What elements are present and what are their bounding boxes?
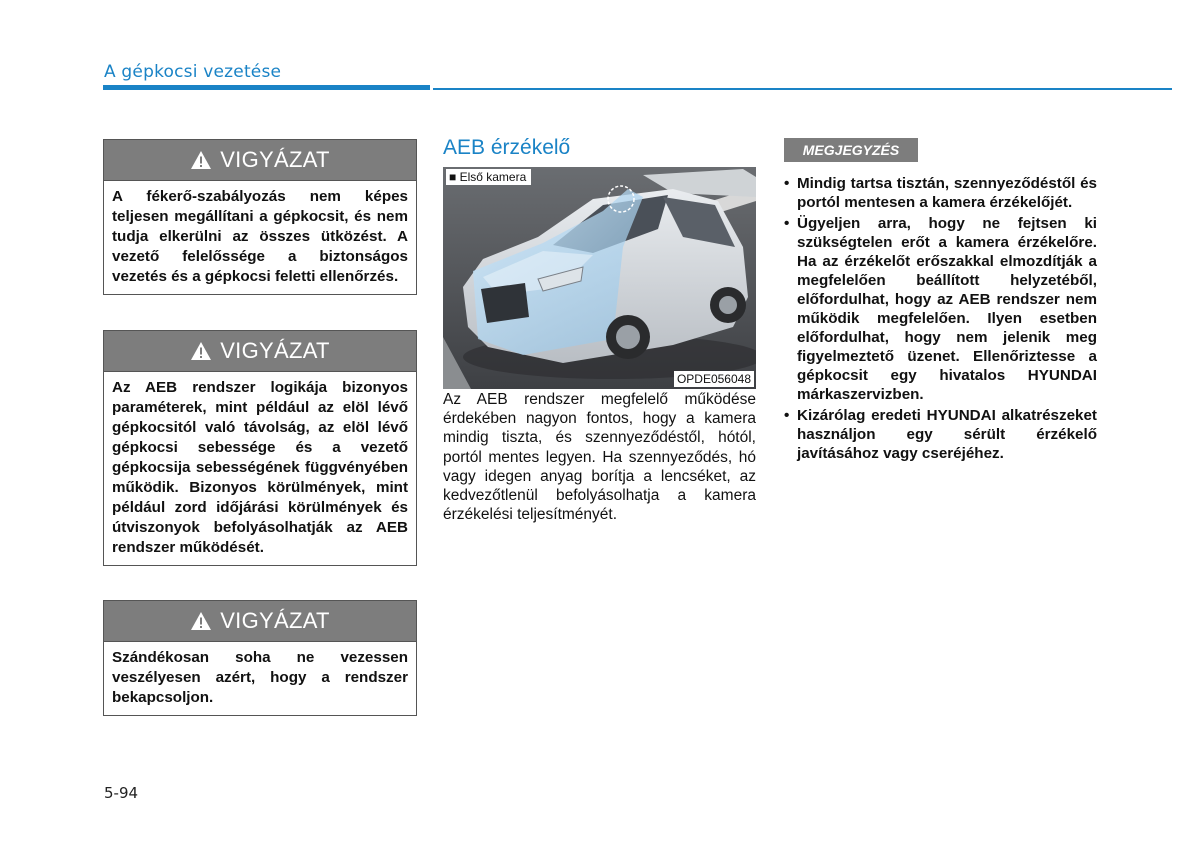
note-item-text: Mindig tartsa tisztán, szennyeződéstől és portól mentesen a kamera érzékelőjét. bbox=[797, 175, 1097, 211]
warning-triangle-icon bbox=[190, 341, 212, 361]
warning-header bbox=[104, 601, 416, 642]
warning-title: VIGYÁZAT bbox=[220, 338, 330, 363]
warning-header bbox=[104, 140, 416, 181]
warning-triangle-icon bbox=[190, 611, 212, 631]
warning-box-2 bbox=[103, 330, 417, 566]
car-illustration bbox=[443, 167, 756, 389]
note-item bbox=[784, 174, 1097, 212]
section-body-text: Az AEB rendszer megfelelő működése érdekében nagyon fontos, hogy a kamera mindig tiszta, és szennyeződéstől, hótól, portól mentes legyen. Ha szennyeződés, hó vagy idegen anyag borítja a lencséket, az kedvezőtlenül befolyásolhatja a kamera érzékelési teljesítményét. bbox=[443, 391, 756, 524]
warning-text: A fékerő-szabályozás nem képes teljesen megállítani a gépkocsit, és nem tudja elkerülni az összes ütközést. A vezető felelőssége a biztonságos vezetés és a gépkocsi feletti ellenőrzés. bbox=[112, 188, 408, 285]
header-title: A gépkocsi vezetése bbox=[104, 62, 282, 82]
page-number: 5-94 bbox=[104, 784, 139, 802]
warning-box-1 bbox=[103, 139, 417, 295]
warning-triangle-icon bbox=[190, 150, 212, 170]
warning-text: Az AEB rendszer logikája bizonyos paraméterek, mint például az elöl lévő gépkocsitól való távolság, az elöl lévő gépkocsi sebessége és a vezető gépkocsija sebességének függvényében működik. Bizonyos körülmények, mint például zord időjárási körülmények és útviszonyok befolyásolhatják az AEB rendszer működését. bbox=[112, 379, 408, 556]
car-camera-photo bbox=[443, 167, 756, 389]
photo-label: ■ Első kamera bbox=[446, 169, 531, 185]
note-item-text: Kizárólag eredeti HYUNDAI alkatrészeket használjon egy sérült érzékelő javításához vagy cseréjéhez. bbox=[797, 407, 1097, 462]
note-item-text: Ügyeljen arra, hogy ne fejtsen ki szükségtelen erőt a kamera érzékelőre. Ha az érzékelőt erőszakkal elmozdítják a megfelelően beállított helyzetéből, előfordulhat, hogy az AEB rendszer nem működik megfelelően. Ilyen esetben előfordulhat, hogy nem jelenik meg figyelmeztető üzenet. Ellenőriztesse a gépkocsit egy hivatalos HYUNDAI márkaszervizben. bbox=[797, 215, 1097, 403]
warning-title: VIGYÁZAT bbox=[220, 608, 330, 633]
warning-box-3 bbox=[103, 600, 417, 716]
warning-title: VIGYÁZAT bbox=[220, 147, 330, 172]
note-list bbox=[784, 174, 1097, 465]
note-item bbox=[784, 214, 1097, 404]
bullet-icon: • bbox=[784, 175, 790, 192]
header-rule-thick bbox=[103, 85, 430, 90]
warning-text: Szándékosan soha ne vezessen veszélyesen azért, hogy a rendszer bekapcsoljon. bbox=[112, 649, 408, 706]
bullet-icon: • bbox=[784, 215, 790, 232]
photo-code: OPDE056048 bbox=[674, 371, 754, 387]
bullet-icon: • bbox=[784, 407, 790, 424]
warning-header bbox=[104, 331, 416, 372]
section-title: AEB érzékelő bbox=[443, 136, 571, 159]
header-rule-thin bbox=[433, 88, 1172, 90]
note-tag: MEGJEGYZÉS bbox=[784, 138, 918, 162]
note-item bbox=[784, 406, 1097, 463]
